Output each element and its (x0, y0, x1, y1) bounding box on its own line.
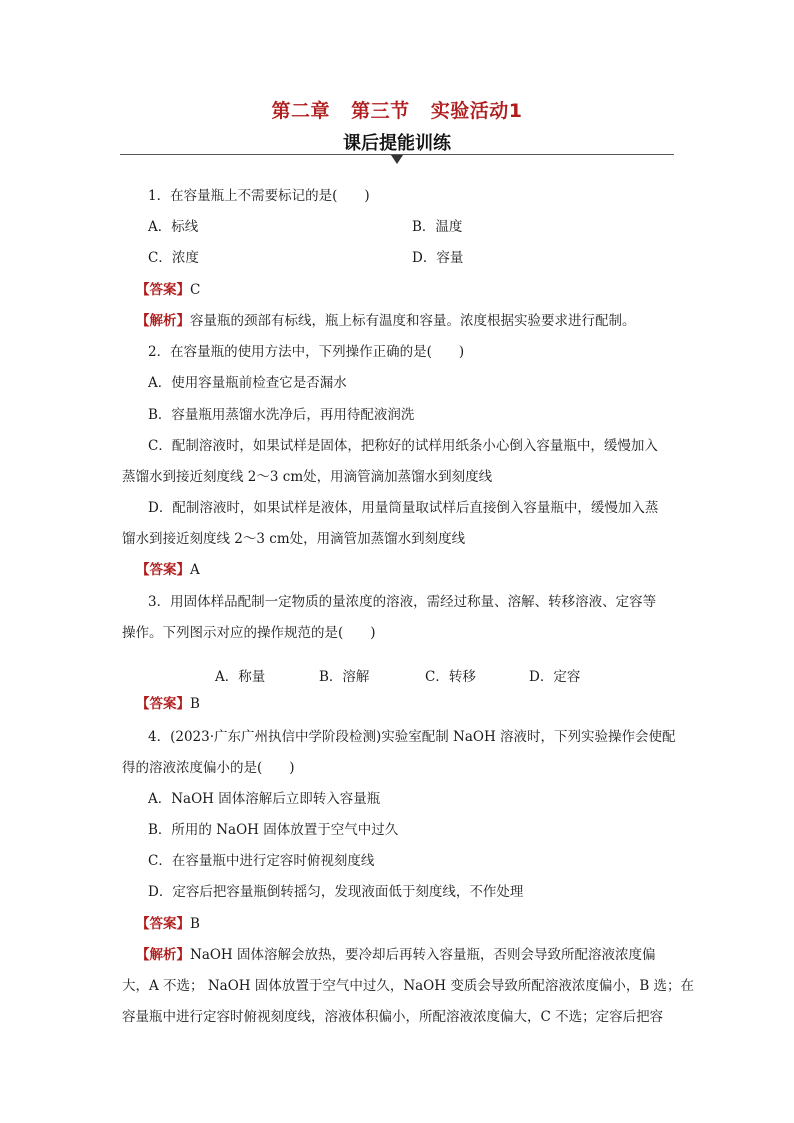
q3-option-b: B．溶解 (319, 669, 370, 685)
triangle-marker-icon (391, 155, 403, 164)
analysis-tag: 【解析】 (136, 313, 190, 329)
q4-analysis-line1 (136, 945, 690, 965)
activity-label: 实验活动1 (430, 100, 523, 122)
answer-value: B (190, 916, 200, 932)
answer-value: C (190, 282, 201, 298)
page-subtitle: 课后提能训练 (343, 133, 451, 154)
q2-option-d-line2: 馏水到接近刻度线 2～3 cm处，用滴管加蒸馏水到刻度线 (122, 531, 466, 547)
answer-tag: 【答案】 (136, 562, 190, 578)
q1-option-a: A．标线 (148, 219, 199, 235)
q3-stem-line1: 3．用固体样品配制一定物质的量浓度的溶液，需经过称量、溶解、转移溶液、定容等 (148, 594, 657, 610)
q1-answer (136, 280, 690, 300)
q3-option-a: A．称量 (215, 669, 266, 685)
answer-tag: 【答案】 (136, 282, 190, 298)
q3-answer (136, 694, 690, 714)
q4-option-d: D．定容后把容量瓶倒转摇匀，发现液面低于刻度线，不作处理 (148, 884, 524, 900)
q1-analysis (136, 311, 690, 331)
q2-stem: 2．在容量瓶的使用方法中，下列操作正确的是( ) (148, 344, 465, 360)
analysis-tag: 【解析】 (136, 947, 190, 963)
analysis-text: 容量瓶的颈部有标线，瓶上标有温度和容量。浓度根据实验要求进行配制。 (190, 313, 636, 329)
q4-analysis-line3: 容量瓶中进行定容时俯视刻度线，溶液体积偏小，所配溶液浓度偏大，C 不选；定容后把容 (122, 1009, 664, 1025)
answer-value: A (190, 562, 200, 578)
q4-stem-line1: 4．(2023·广东广州执信中学阶段检测)实验室配制 NaOH 溶液时，下列实验操作会使配 (148, 729, 676, 745)
q2-option-a: A．使用容量瓶前检查它是否漏水 (148, 375, 347, 391)
q4-stem-line2: 得的溶液浓度偏小的是( ) (122, 760, 295, 776)
q2-answer (136, 560, 690, 580)
answer-tag: 【答案】 (136, 696, 190, 712)
q2-option-b: B．容量瓶用蒸馏水洗净后，再用待配液润洗 (148, 407, 415, 423)
q1-option-d: D．容量 (412, 250, 464, 266)
answer-tag: 【答案】 (136, 916, 190, 932)
page-title (0, 96, 794, 123)
answer-value: B (190, 696, 200, 712)
q4-option-b: B．所用的 NaOH 固体放置于空气中过久 (148, 822, 399, 838)
q1-stem: 1．在容量瓶上不需要标记的是( ) (148, 188, 370, 204)
chapter-label: 第二章 (271, 100, 330, 122)
q2-option-d-line1: D．配制溶液时，如果试样是液体，用量筒量取试样后直接倒入容量瓶中，缓慢加入蒸 (148, 500, 659, 516)
q3-option-d: D．定容 (529, 669, 581, 685)
q2-option-c-line1: C．配制溶液时，如果试样是固体，把称好的试样用纸条小心倒入容量瓶中，缓慢加入 (148, 438, 658, 454)
q2-option-c-line2: 蒸馏水到接近刻度线 2～3 cm处，用滴管滴加蒸馏水到刻度线 (122, 469, 493, 485)
q4-analysis-line2: 大，A 不选； NaOH 固体放置于空气中过久，NaOH 变质会导致所配溶液浓度偏小，B 选；在 (122, 978, 695, 994)
q1-option-c: C．浓度 (148, 250, 199, 266)
q1-option-b: B．温度 (412, 219, 463, 235)
q3-stem-line2: 操作。下列图示对应的操作规范的是( ) (122, 625, 376, 641)
analysis-text: NaOH 固体溶解会放热，要冷却后再转入容量瓶，否则会导致所配溶液浓度偏 (190, 947, 656, 963)
q4-option-a: A．NaOH 固体溶解后立即转入容量瓶 (148, 791, 381, 807)
q3-option-c: C．转移 (425, 669, 476, 685)
q4-option-c: C．在容量瓶中进行定容时俯视刻度线 (148, 853, 375, 869)
q4-answer (136, 914, 690, 934)
section-label: 第三节 (351, 100, 410, 122)
